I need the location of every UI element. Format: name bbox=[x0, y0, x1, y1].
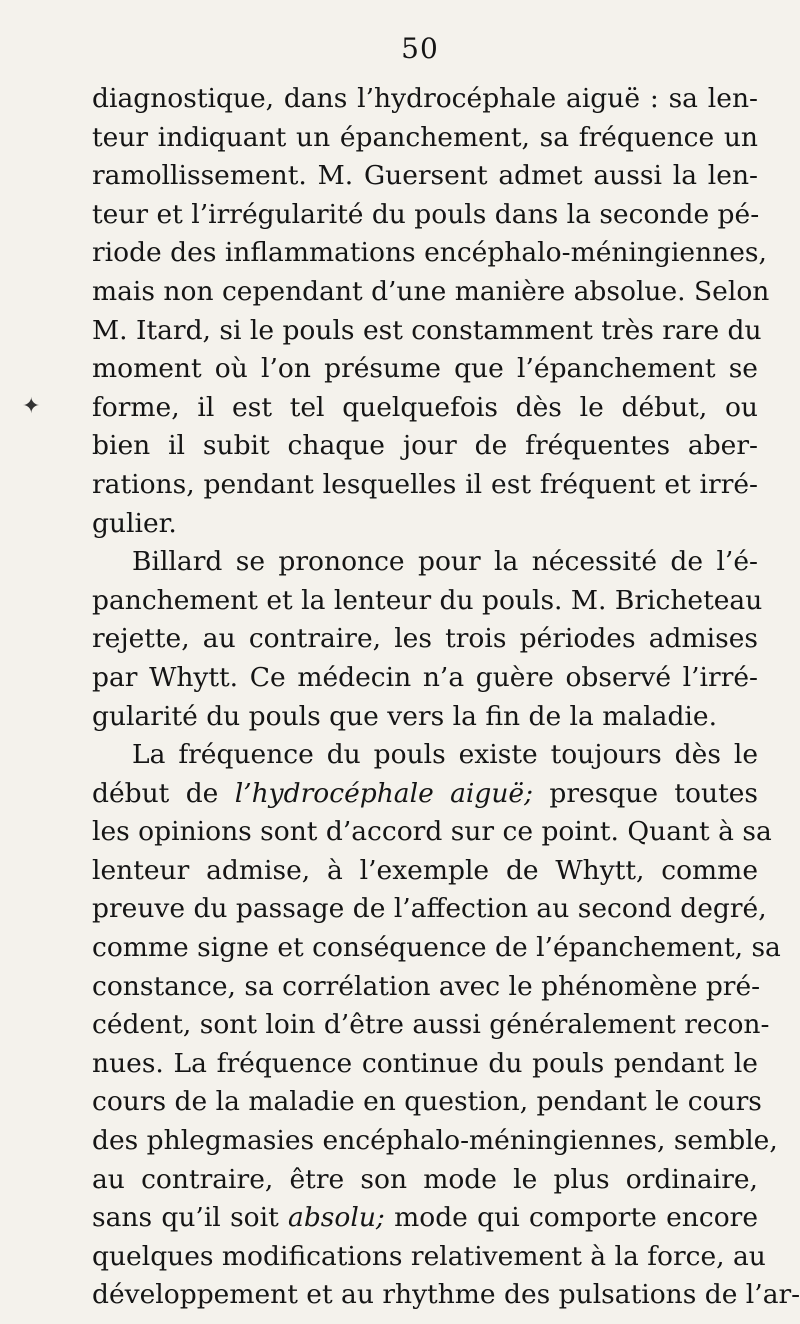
text-line: moment où l’on présume que l’épanchement se bbox=[92, 353, 758, 385]
text-line: teur et l’irrégularité du pouls dans la seconde pé- bbox=[92, 198, 760, 230]
text-line: Billard se prononce pour la nécessité de l’é- bbox=[132, 546, 758, 578]
text-line: panchement et la lenteur du pouls. M. Bricheteau bbox=[92, 584, 763, 616]
text-segment: début de bbox=[92, 777, 235, 809]
text-line: comme signe et conséquence de l’épanchement, sa bbox=[92, 932, 781, 964]
text-line: diagnostique, dans l’hydrocéphale aiguë : sa len- bbox=[92, 83, 758, 114]
text-line: au contraire, être son mode le plus ordinaire, bbox=[92, 1163, 758, 1195]
text-segment: mode qui comporte encore bbox=[384, 1202, 759, 1234]
text-line: La fréquence du pouls existe toujours dès le bbox=[132, 739, 758, 771]
text-line: quelques modifications relativement à la force, au bbox=[92, 1240, 766, 1272]
text-line: les opinions sont d’accord sur ce point. Quant à sa bbox=[92, 816, 772, 848]
text-segment: presque toutes bbox=[533, 777, 759, 809]
text-line: des phlegmasies encéphalo-méningiennes, semble, bbox=[92, 1125, 778, 1157]
text-line: M. Itard, si le pouls est constamment très rare du bbox=[92, 314, 762, 346]
text-line: mais non cependant d’une manière absolue. Selon bbox=[92, 275, 770, 307]
text-line: constance, sa corrélation avec le phénomène pré- bbox=[92, 970, 761, 1002]
text-segment: sans qu’il soit bbox=[92, 1202, 289, 1234]
margin-mark: ✦ bbox=[22, 394, 41, 419]
text-line: rejette, au contraire, les trois périodes admises bbox=[92, 623, 758, 655]
text-line: gularité du pouls que vers la fin de la maladie. bbox=[92, 700, 718, 732]
text-line: ramollissement. M. Guersent admet aussi la len- bbox=[92, 160, 758, 192]
text-line: riode des inflammations encéphalo-méningiennes, bbox=[92, 237, 767, 269]
page-number: 50 bbox=[401, 32, 439, 65]
text-line: nues. La fréquence continue du pouls pendant le bbox=[92, 1047, 758, 1079]
text-line bbox=[92, 1199, 758, 1238]
italic-segment: l’hydrocéphale aiguë; bbox=[234, 777, 534, 809]
text-line: bien il subit chaque jour de fréquentes aber- bbox=[92, 430, 758, 462]
text-line: rations, pendant lesquelles il est fréquent et irré- bbox=[92, 468, 758, 500]
text-line bbox=[92, 775, 758, 814]
text-line: développement et au rhythme des pulsations de l’ar- bbox=[92, 1279, 800, 1311]
text-line: forme, il est tel quelquefois dès le début, ou bbox=[92, 391, 758, 423]
text-line: lenteur admise, à l’exemple de Whytt, comme bbox=[92, 854, 758, 886]
text-line: gulier. bbox=[92, 507, 177, 539]
text-line: cédent, sont loin d’être aussi généralement recon- bbox=[92, 1009, 770, 1041]
text-line: teur indiquant un épanchement, sa fréquence un bbox=[92, 121, 758, 153]
text-line: preuve du passage de l’affection au second degré, bbox=[92, 893, 767, 925]
body-text bbox=[92, 80, 800, 1315]
text-line: cours de la maladie en question, pendant le cours bbox=[92, 1086, 762, 1118]
text-line: par Whytt. Ce médecin n’a guère observé l’irré- bbox=[92, 661, 758, 693]
italic-segment: absolu; bbox=[288, 1202, 385, 1234]
